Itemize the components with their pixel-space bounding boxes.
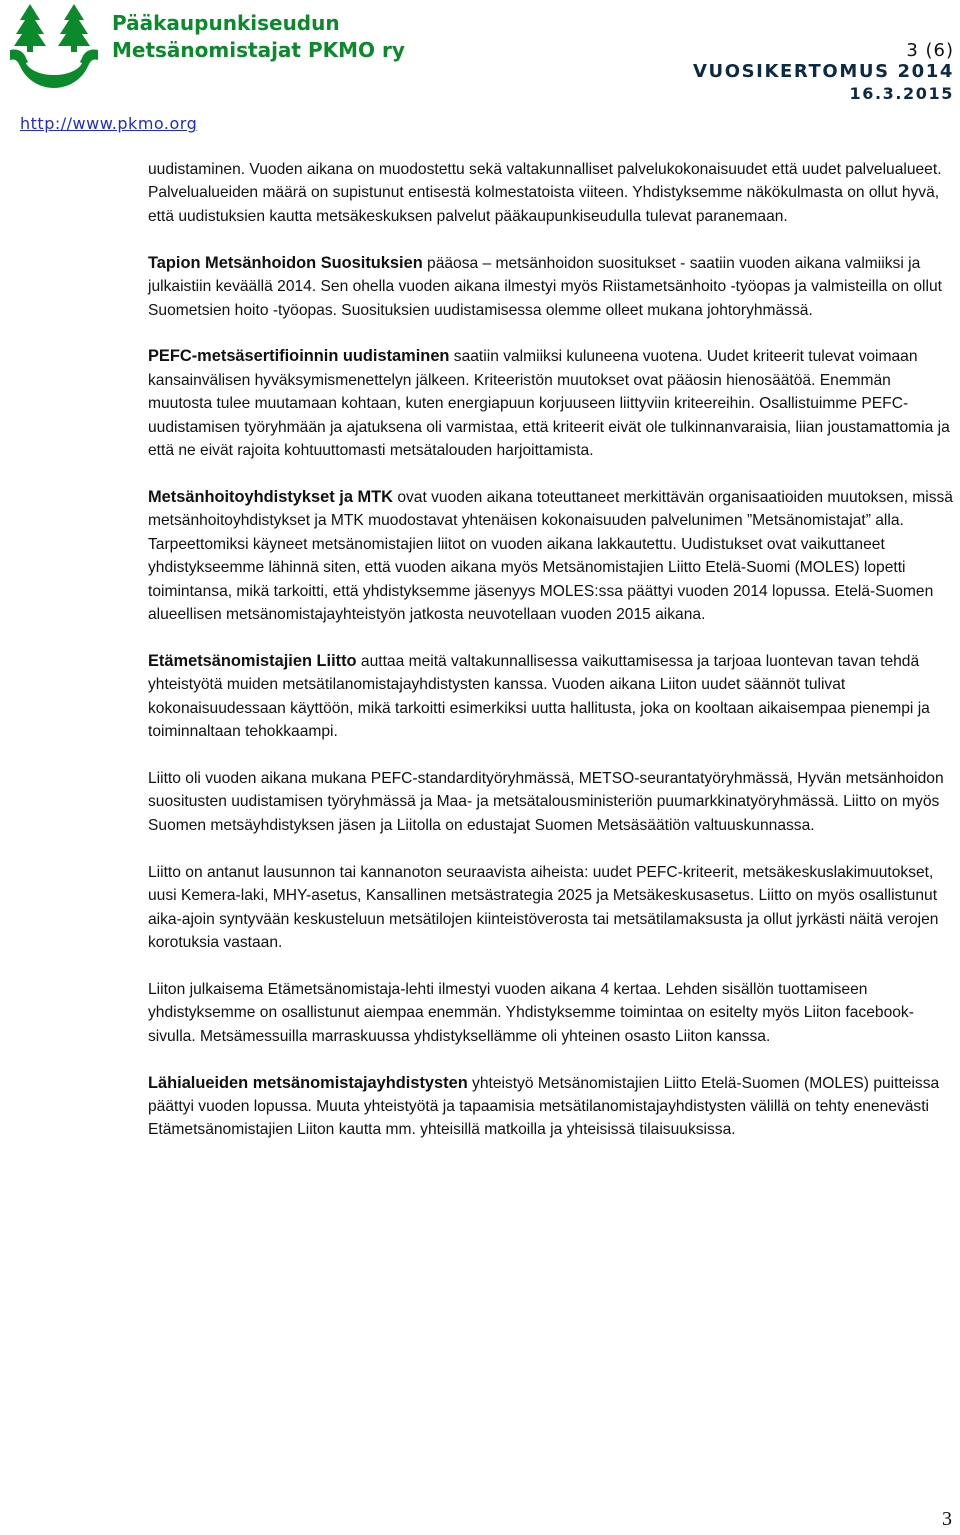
paragraph-lead: Metsänhoitoyhdistykset ja MTK	[148, 487, 393, 506]
paragraph	[148, 1072, 958, 1142]
paragraph-text: ovat vuoden aikana toteuttaneet merkittävän organisaatioiden muutoksen, missä metsänhoitoyhdistykset ja MTK muodostavat yhtenäisen kokonaisuuden palvelunimen ”Metsänomistajat” alla. Tarpeettomiksi käyneet metsänomistajien liitot on vuoden aikana lakkautettu. Uudistukset ovat vaikuttaneet yhdistykseemme lähinnä siten, että vuoden aikana myös Metsänomistajien Liitto Etelä-Suomi (MOLES) lopetti toimintansa, mikä tarkoitti, että yhdistyksemme jäsenyys MOLES:ssa päättyi vuoden 2014 lopussa. Etelä-Suomen alueellisen metsänomistajayhteistyön jatkosta neuvotellaan vuoden 2015 aikana.	[148, 488, 953, 623]
report-date: 16.3.2015	[849, 84, 954, 103]
report-title: VUOSIKERTOMUS 2014	[692, 61, 954, 82]
pkmo-logo	[8, 2, 108, 94]
org-name-line1: Pääkaupunkiseudun	[112, 11, 340, 35]
paragraph	[148, 978, 958, 1048]
document-body	[148, 158, 958, 1165]
paragraph-text: yhteistyö Metsänomistajien Liitto Etelä-Suomen (MOLES) puitteissa päättyi vuoden lopussa. Muuta yhteistyötä ja tapaamisia metsätilanomistajayhdistysten välillä on tehty enenevästi Etämetsänomistajien Liiton kautta mm. yhteisillä matkoilla ja yhteisissä tilaisuuksissa.	[148, 1074, 940, 1139]
paragraph	[148, 158, 958, 228]
organization-name	[112, 10, 405, 64]
header-meta	[693, 40, 954, 103]
paragraph-text: Liiton julkaisema Etämetsänomistaja-lehti ilmestyi vuoden aikana 4 kertaa. Lehden sisällön tuottamiseen yhdistyksemme on osallistunut aiempaa enemmän. Yhdistyksemme toimintaa on esitelty myös Liiton facebook-sivulla. Metsämessuilla marraskuussa yhdistyksellämme oli yhteinen osasto Liiton kanssa.	[148, 980, 914, 1045]
page-number: 3 (6)	[906, 40, 954, 61]
paragraph-lead: Tapion Metsänhoidon Suosituksien	[148, 253, 423, 272]
paragraph	[148, 345, 958, 462]
paragraph-text: pääosa – metsänhoidon suositukset - saatiin vuoden aikana valmiiksi ja julkaistiin keväällä 2014. Sen ohella vuoden aikana ilmestyi myös Riistametsänhoito -työopas ja valmisteilla on ollut Suometsien hoito -työopas. Suosituksien uudistamisessa olemme olleet mukana johtoryhmässä.	[148, 254, 942, 319]
org-name-line2: Metsänomistajat PKMO ry	[112, 38, 405, 62]
paragraph-text: uudistaminen. Vuoden aikana on muodostettu sekä valtakunnalliset palvelukokonaisuudet että uudet palvelualueet. Palvelualueiden määrä on supistunut entisestä kolmestatoista viiteen. Yhdistyksemme näkökulmasta on ollut hyvä, että uudistuksien kautta metsäkeskuksen palvelut pääkaupunkiseudulla tulevat paranemaan.	[148, 161, 942, 225]
paragraph-text: auttaa meitä valtakunnallisessa vaikuttamisessa ja tarjoaa luontevan tavan tehdä yhteistyötä muiden metsätilanomistajayhdistysten kanssa. Vuoden aikana Liiton uudet säännöt tulivat kokonaisuudessaan käyttöön, mikä tarkoitti esimerkiksi uutta hallitusta, joka on kooltaan aikaisempaa pienempi ja toiminnaltaan tehokkaampi.	[148, 652, 930, 741]
paragraph-text: saatiin valmiiksi kuluneena vuotena. Uudet kriteerit tulevat voimaan kansainvälisen hyväksymismenettelyn jälkeen. Kriteeristön muutokset ovat pääosin hienosäätöä. Enemmän muutosta tulee muutamaan kohtaan, kuten energiapuun korjuuseen liittyviin kriteereihin. Osallistuimme PEFC-uudistamisen työryhmään ja ajatuksena oli varmistaa, että kriteerit eivät ole tulkinnanvaraisia, liian joustamattomia ja että ne eivät rajoita kohtuuttomasti metsätalouden harjoittamista.	[148, 348, 950, 460]
website-link[interactable]: http://www.pkmo.org	[20, 114, 198, 133]
paragraph-lead: PEFC-metsäsertifioinnin uudistaminen	[148, 347, 450, 366]
footer-page-number: 3	[942, 1508, 952, 1530]
paragraph	[148, 252, 958, 322]
paragraph	[148, 767, 958, 837]
paragraph	[148, 861, 958, 955]
paragraph-text: Liitto oli vuoden aikana mukana PEFC-standardityöryhmässä, METSO-seurantatyöryhmässä, Hyvän metsänhoidon suositusten uudistamisen työryhmässä ja Maa- ja metsätalousministeriön puumarkkinatyöryhmässä. Liitto on myös Suomen metsäyhdistyksen jäsen ja Liitolla on edustajat Suomen Metsäsäätiön valtuuskunnassa.	[148, 770, 944, 834]
paragraph-text: Liitto on antanut lausunnon tai kannanoton seuraavista aiheista: uudet PEFC-kriteerit, metsäkeskuslakimuutokset, uusi Kemera-laki, MHY-asetus, Kansallinen metsästrategia 2025 ja Metsäkeskusasetus. Liitto on myös osallistunut aika-ajoin syntyvään keskusteluun metsätilojen kiinteistöverosta tai metsätilamaksusta ja ollut jyrkästi näitä verojen korotuksia vastaan.	[148, 863, 939, 951]
paragraph-lead: Lähialueiden metsänomistajayhdistysten	[148, 1073, 468, 1092]
paragraph	[148, 486, 958, 626]
paragraph	[148, 650, 958, 744]
paragraph-lead: Etämetsänomistajien Liitto	[148, 651, 357, 670]
